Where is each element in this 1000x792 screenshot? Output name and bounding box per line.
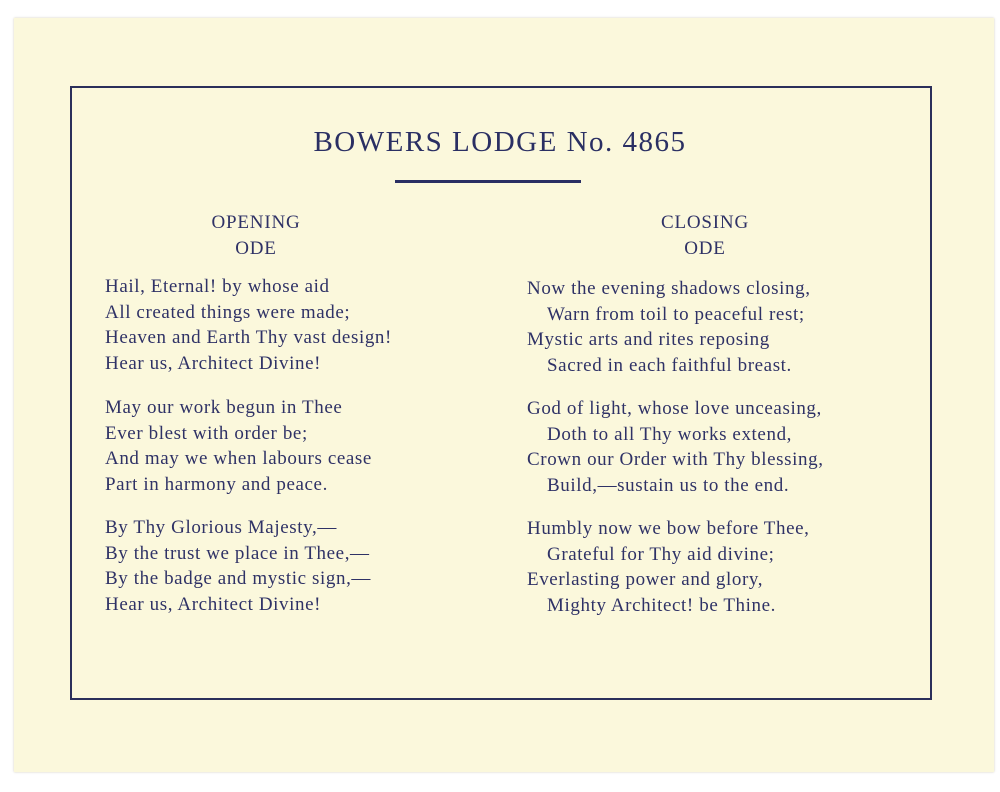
opening-heading-line1: OPENING <box>211 212 301 233</box>
opening-heading-line2: ODE <box>235 238 277 259</box>
verse-line: Now the evening shadows closing, <box>527 278 811 299</box>
verse-line: Grateful for Thy aid divine; <box>547 543 775 565</box>
closing-stanza-1 <box>527 276 811 378</box>
verse-line: Everlasting power and glory, <box>527 569 764 590</box>
verse-line: Hear us, Architect Divine! <box>105 352 322 374</box>
closing-heading-line2: ODE <box>684 238 726 259</box>
verse-line: Humbly now we bow before Thee, <box>527 518 810 539</box>
verse-line: May our work begun in Thee <box>105 397 343 418</box>
verse-line: And may we when labours cease <box>105 448 372 469</box>
opening-stanza-2 <box>105 395 372 497</box>
opening-stanza-1 <box>105 274 392 376</box>
page-title: BOWERS LODGE No. 4865 <box>313 126 687 158</box>
verse-line: Sacred in each faithful breast. <box>547 354 792 376</box>
verse-line: By Thy Glorious Majesty,— <box>105 517 337 538</box>
verse-line: Doth to all Thy works extend, <box>547 423 793 445</box>
verse-line: Part in harmony and peace. <box>105 473 328 495</box>
opening-ode-heading <box>105 210 407 262</box>
opening-stanza-3 <box>105 515 371 617</box>
verse-line: Crown our Order with Thy blessing, <box>527 449 824 470</box>
title-underline <box>395 180 581 183</box>
verse-line: By the badge and mystic sign,— <box>105 568 372 589</box>
closing-stanza-2 <box>527 396 824 498</box>
verse-line: Heaven and Earth Thy vast design! <box>105 327 392 348</box>
verse-line: Hail, Eternal! by whose aid <box>105 276 330 297</box>
verse-line: By the trust we place in Thee,— <box>105 542 370 564</box>
closing-heading-line1: CLOSING <box>661 212 749 233</box>
opening-ode-column <box>105 210 465 615</box>
verse-line: Mighty Architect! be Thine. <box>547 594 777 616</box>
verse-line: Mystic arts and rites reposing <box>527 329 770 350</box>
verse-line: Hear us, Architect Divine! <box>105 593 322 615</box>
verse-line: God of light, whose love unceasing, <box>527 398 822 419</box>
closing-ode-heading <box>527 210 883 262</box>
closing-ode-column <box>527 210 907 616</box>
verse-line: All created things were made; <box>105 301 351 323</box>
verse-line: Ever blest with order be; <box>105 422 308 444</box>
verse-line: Warn from toil to peaceful rest; <box>547 303 805 325</box>
verse-line: Build,—sustain us to the end. <box>547 474 790 496</box>
closing-stanza-3 <box>527 516 810 618</box>
